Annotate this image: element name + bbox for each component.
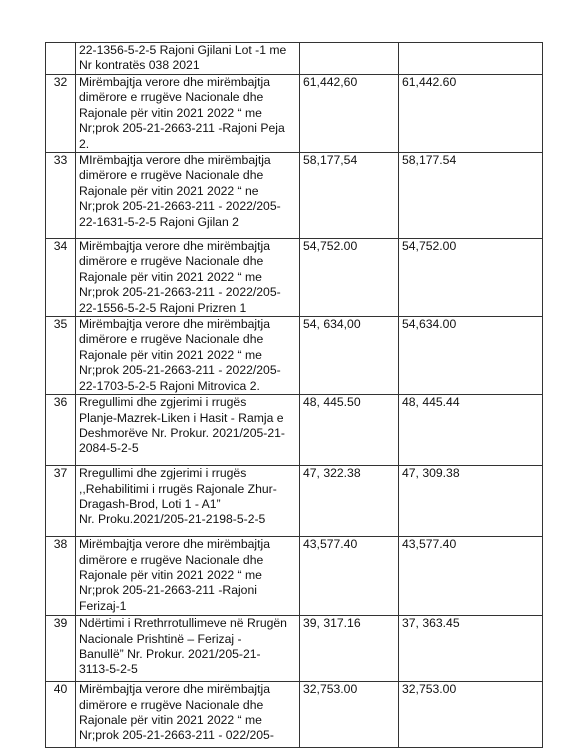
table-row — [46, 43, 543, 75]
table-row — [46, 537, 543, 616]
row-description: Mirëmbajtja verore dhe mirëmbajtja dimërore e rrugëve Nacionale dhe Rajonale për vitin 2021 2022 “ me Nr;prok 205-21-2663-211 - 2022/205- 22-1703-5-2-5 Rajoni Mitrovica 2. — [76, 317, 300, 395]
row-number: 36 — [46, 395, 76, 466]
table-row — [46, 466, 543, 537]
row-number: 37 — [46, 466, 76, 537]
row-value-2: 47, 309.38 — [399, 466, 543, 537]
contracts-table — [45, 42, 543, 748]
row-value-2: 43,577.40 — [399, 537, 543, 616]
row-description: Mirëmbajtja verore dhe mirëmbajtja dimërore e rrugëve Nacionale dhe Rajonale për vitin 2021 2022 “ me Nr;prok 205-21-2663-211 -Rajoni Peja 2. — [76, 75, 300, 153]
row-description: Mirëmbajtja verore dhe mirëmbajtja dimërore e rrugëve Nacionale dhe Rajonale për vitin 2021 2022 “ me Nr;prok 205-21-2663-211 - 2022/205- 22-1556-5-2-5 Rajoni Prizren 1 — [76, 239, 300, 317]
table-row — [46, 616, 543, 682]
row-value-2: 37, 363.45 — [399, 616, 543, 682]
row-description: Ndërtimi i Rrethrrotullimeve në Rrugën Nacionale Prishtinë – Ferizaj - Banullë” Nr. Prokur. 2021/205-21- 3113-5-2-5 — [76, 616, 300, 682]
row-value-1: 47, 322.38 — [300, 466, 399, 537]
row-value-1 — [300, 43, 399, 75]
row-description: Mirëmbajtja verore dhe mirëmbajtja dimërore e rrugëve Nacionale dhe Rajonale për vitin 2021 2022 “ me Nr;prok 205-21-2663-211 - 022/205- — [76, 682, 300, 748]
row-description: Mirëmbajtja verore dhe mirëmbajtja dimërore e rrugëve Nacionale dhe Rajonale për vitin 2021 2022 “ me Nr;prok 205-21-2663-211 -Rajoni Ferizaj-1 — [76, 537, 300, 616]
row-value-1: 48, 445.50 — [300, 395, 399, 466]
row-description: MIrëmbajtja verore dhe mirëmbajtja dimërore e rrugëve Nacionale dhe Rajonale për vitin 2021 2022 “ ne Nr;prok 205-21-2663-211 - 2022/205- 22-1631-5-2-5 Rajoni Gjilan 2 — [76, 153, 300, 239]
table-row — [46, 682, 543, 748]
row-value-1: 43,577.40 — [300, 537, 399, 616]
table-row — [46, 239, 543, 317]
row-value-1: 54, 634,00 — [300, 317, 399, 395]
row-description: Rregullimi dhe zgjerimi i rrugës ,,Rehabilitimi i rrugës Rajonale Zhur- Dragash-Brod, Loti 1 - A1” Nr. Proku.2021/205-21-2198-5-2-5 — [76, 466, 300, 537]
row-number: 32 — [46, 75, 76, 153]
table-row — [46, 75, 543, 153]
row-number — [46, 43, 76, 75]
row-value-2 — [399, 43, 543, 75]
row-value-1: 39, 317.16 — [300, 616, 399, 682]
row-number: 35 — [46, 317, 76, 395]
row-number: 40 — [46, 682, 76, 748]
row-value-2: 61,442.60 — [399, 75, 543, 153]
row-number: 38 — [46, 537, 76, 616]
table-row — [46, 317, 543, 395]
row-number: 39 — [46, 616, 76, 682]
row-number: 34 — [46, 239, 76, 317]
table-row — [46, 395, 543, 466]
row-value-2: 32,753.00 — [399, 682, 543, 748]
row-value-1: 61,442,60 — [300, 75, 399, 153]
row-description: 22-1356-5-2-5 Rajoni Gjilani Lot -1 me Nr kontratës 038 2021 — [76, 43, 300, 75]
row-value-2: 54,634.00 — [399, 317, 543, 395]
row-value-2: 58,177.54 — [399, 153, 543, 239]
row-value-1: 54,752.00 — [300, 239, 399, 317]
row-number: 33 — [46, 153, 76, 239]
row-value-2: 48, 445.44 — [399, 395, 543, 466]
row-value-2: 54,752.00 — [399, 239, 543, 317]
row-description: Rregullimi dhe zgjerimi i rrugës Planje-Mazrek-Liken i Hasit - Ramja e Deshmorëve Nr. Prokur. 2021/205-21- 2084-5-2-5 — [76, 395, 300, 466]
row-value-1: 32,753.00 — [300, 682, 399, 748]
row-value-1: 58,177,54 — [300, 153, 399, 239]
table-row — [46, 153, 543, 239]
